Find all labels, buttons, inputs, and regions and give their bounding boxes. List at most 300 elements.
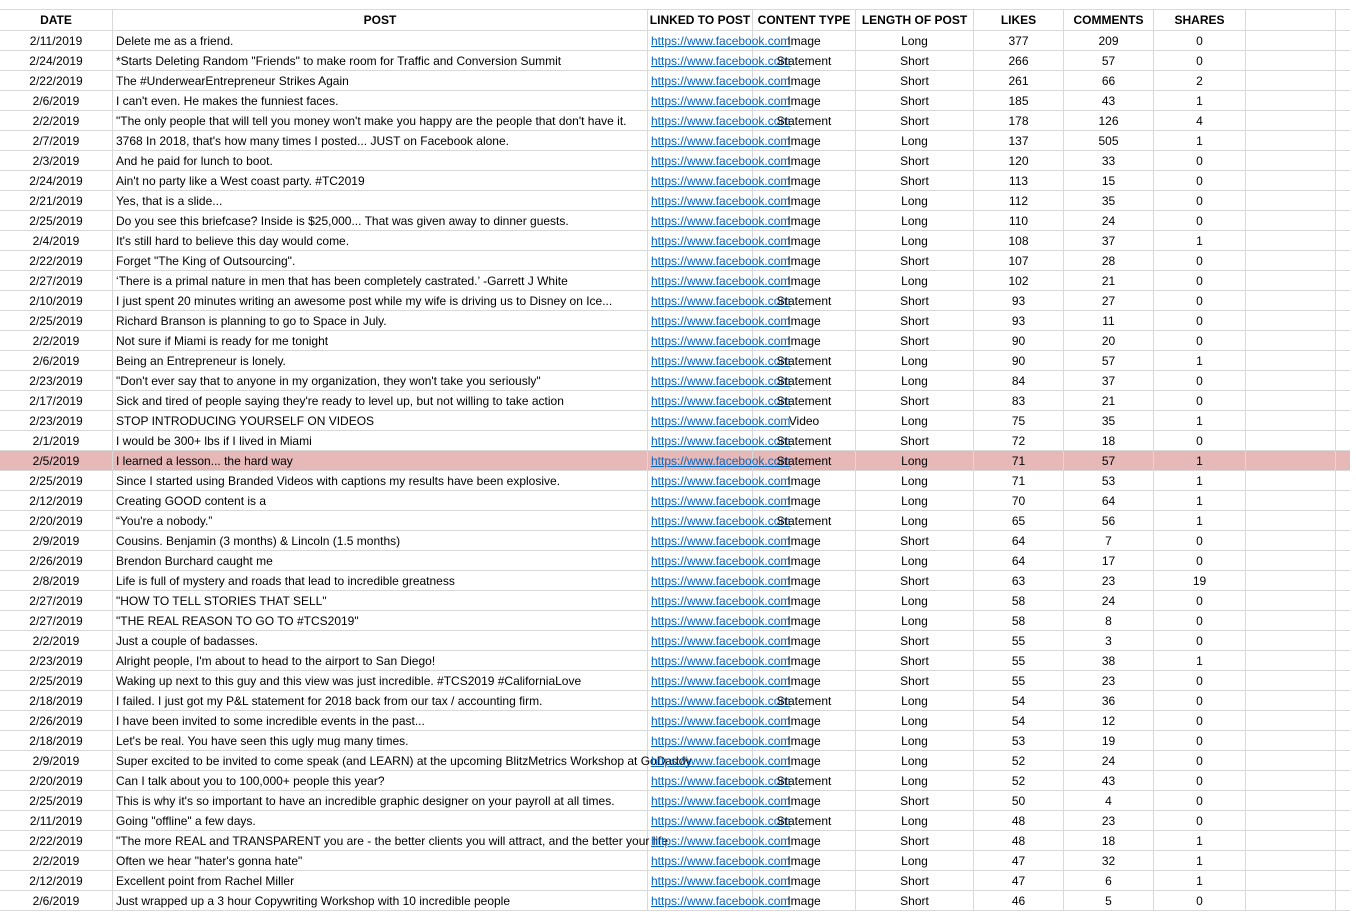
empty-cell[interactable] bbox=[1336, 891, 1356, 910]
table-row[interactable] bbox=[0, 791, 1350, 811]
cell-content-type[interactable]: Statement bbox=[753, 291, 856, 310]
cell-post[interactable]: It's still hard to believe this day would come. bbox=[113, 231, 648, 250]
cell-shares[interactable]: 0 bbox=[1154, 711, 1246, 730]
cell-content-type[interactable]: Image bbox=[753, 631, 856, 650]
empty-cell[interactable] bbox=[1336, 271, 1356, 290]
cell-shares[interactable]: 0 bbox=[1154, 331, 1246, 350]
cell-shares[interactable]: 0 bbox=[1154, 151, 1246, 170]
cell-comments[interactable]: 23 bbox=[1064, 811, 1154, 830]
cell-shares[interactable]: 0 bbox=[1154, 51, 1246, 70]
cell-shares[interactable]: 1 bbox=[1154, 351, 1246, 370]
cell-length-of-post[interactable]: Long bbox=[856, 611, 974, 630]
cell-likes[interactable]: 53 bbox=[974, 731, 1064, 750]
header-content-type[interactable]: CONTENT TYPE bbox=[753, 10, 856, 30]
cell-linked-to-post[interactable]: https://www.facebook.com bbox=[648, 811, 753, 830]
cell-likes[interactable]: 54 bbox=[974, 711, 1064, 730]
cell-length-of-post[interactable]: Short bbox=[856, 311, 974, 330]
cell-comments[interactable]: 33 bbox=[1064, 151, 1154, 170]
cell-content-type[interactable]: Image bbox=[753, 211, 856, 230]
table-row[interactable] bbox=[0, 651, 1350, 671]
cell-shares[interactable]: 0 bbox=[1154, 811, 1246, 830]
cell-length-of-post[interactable]: Short bbox=[856, 91, 974, 110]
cell-comments[interactable]: 8 bbox=[1064, 611, 1154, 630]
cell-shares[interactable]: 0 bbox=[1154, 591, 1246, 610]
empty-cell[interactable] bbox=[1246, 771, 1336, 790]
cell-shares[interactable]: 0 bbox=[1154, 771, 1246, 790]
empty-cell[interactable] bbox=[1246, 291, 1336, 310]
empty-cell[interactable] bbox=[1336, 311, 1356, 330]
cell-linked-to-post[interactable]: https://www.facebook.com bbox=[648, 591, 753, 610]
cell-comments[interactable]: 5 bbox=[1064, 891, 1154, 910]
cell-date[interactable]: 2/2/2019 bbox=[0, 111, 113, 130]
empty-cell[interactable] bbox=[1336, 651, 1356, 670]
cell-shares[interactable]: 0 bbox=[1154, 631, 1246, 650]
cell-content-type[interactable]: Image bbox=[753, 91, 856, 110]
table-row[interactable] bbox=[0, 411, 1350, 431]
cell-likes[interactable]: 113 bbox=[974, 171, 1064, 190]
cell-comments[interactable]: 43 bbox=[1064, 771, 1154, 790]
empty-cell[interactable] bbox=[1246, 191, 1336, 210]
cell-likes[interactable]: 377 bbox=[974, 31, 1064, 50]
cell-content-type[interactable]: Video bbox=[753, 411, 856, 430]
empty-cell[interactable] bbox=[1246, 511, 1336, 530]
table-row[interactable] bbox=[0, 391, 1350, 411]
cell-comments[interactable]: 43 bbox=[1064, 91, 1154, 110]
empty-cell[interactable] bbox=[1246, 891, 1336, 910]
empty-cell[interactable] bbox=[1336, 51, 1356, 70]
cell-date[interactable]: 2/22/2019 bbox=[0, 251, 113, 270]
cell-linked-to-post[interactable]: https://www.facebook.com bbox=[648, 611, 753, 630]
cell-date[interactable]: 2/21/2019 bbox=[0, 191, 113, 210]
cell-comments[interactable]: 27 bbox=[1064, 291, 1154, 310]
empty-cell[interactable] bbox=[1336, 811, 1356, 830]
cell-linked-to-post[interactable]: https://www.facebook.com bbox=[648, 691, 753, 710]
cell-date[interactable]: 2/24/2019 bbox=[0, 51, 113, 70]
cell-length-of-post[interactable]: Short bbox=[856, 831, 974, 850]
empty-cell[interactable] bbox=[1246, 271, 1336, 290]
cell-likes[interactable]: 90 bbox=[974, 331, 1064, 350]
cell-length-of-post[interactable]: Short bbox=[856, 891, 974, 910]
table-row[interactable] bbox=[0, 851, 1350, 871]
cell-linked-to-post[interactable]: https://www.facebook.com bbox=[648, 71, 753, 90]
cell-linked-to-post[interactable]: https://www.facebook.com bbox=[648, 311, 753, 330]
empty-cell[interactable] bbox=[1246, 531, 1336, 550]
cell-linked-to-post[interactable]: https://www.facebook.com bbox=[648, 891, 753, 910]
table-row[interactable] bbox=[0, 771, 1350, 791]
empty-cell[interactable] bbox=[1246, 571, 1336, 590]
cell-likes[interactable]: 64 bbox=[974, 531, 1064, 550]
table-row[interactable] bbox=[0, 471, 1350, 491]
cell-length-of-post[interactable]: Short bbox=[856, 531, 974, 550]
cell-post[interactable]: Cousins. Benjamin (3 months) & Lincoln (1.5 months) bbox=[113, 531, 648, 550]
cell-post[interactable]: "Don't ever say that to anyone in my organization, they won't take you seriously" bbox=[113, 371, 648, 390]
empty-cell[interactable] bbox=[1246, 351, 1336, 370]
cell-shares[interactable]: 1 bbox=[1154, 471, 1246, 490]
table-row[interactable] bbox=[0, 371, 1350, 391]
cell-content-type[interactable]: Image bbox=[753, 151, 856, 170]
table-row[interactable] bbox=[0, 351, 1350, 371]
cell-post[interactable]: I learned a lesson... the hard way bbox=[113, 451, 648, 470]
empty-cell[interactable] bbox=[1246, 171, 1336, 190]
cell-post[interactable]: I can't even. He makes the funniest faces. bbox=[113, 91, 648, 110]
empty-cell[interactable] bbox=[1336, 131, 1356, 150]
empty-cell[interactable] bbox=[1336, 231, 1356, 250]
cell-likes[interactable]: 48 bbox=[974, 811, 1064, 830]
header-likes[interactable]: LIKES bbox=[974, 10, 1064, 30]
cell-comments[interactable]: 21 bbox=[1064, 271, 1154, 290]
empty-cell[interactable] bbox=[1336, 751, 1356, 770]
cell-comments[interactable]: 6 bbox=[1064, 871, 1154, 890]
cell-comments[interactable]: 36 bbox=[1064, 691, 1154, 710]
cell-shares[interactable]: 0 bbox=[1154, 691, 1246, 710]
cell-comments[interactable]: 38 bbox=[1064, 651, 1154, 670]
empty-cell[interactable] bbox=[1336, 331, 1356, 350]
cell-length-of-post[interactable]: Long bbox=[856, 851, 974, 870]
cell-likes[interactable]: 120 bbox=[974, 151, 1064, 170]
cell-content-type[interactable]: Image bbox=[753, 331, 856, 350]
empty-cell[interactable] bbox=[1336, 631, 1356, 650]
cell-likes[interactable]: 102 bbox=[974, 271, 1064, 290]
cell-linked-to-post[interactable]: https://www.facebook.com bbox=[648, 751, 753, 770]
empty-cell[interactable] bbox=[1336, 371, 1356, 390]
cell-length-of-post[interactable]: Short bbox=[856, 431, 974, 450]
cell-shares[interactable]: 0 bbox=[1154, 251, 1246, 270]
cell-content-type[interactable]: Statement bbox=[753, 51, 856, 70]
cell-linked-to-post[interactable]: https://www.facebook.com bbox=[648, 651, 753, 670]
cell-comments[interactable]: 19 bbox=[1064, 731, 1154, 750]
cell-date[interactable]: 2/5/2019 bbox=[0, 451, 113, 470]
cell-length-of-post[interactable]: Short bbox=[856, 71, 974, 90]
cell-shares[interactable]: 0 bbox=[1154, 191, 1246, 210]
cell-comments[interactable]: 20 bbox=[1064, 331, 1154, 350]
cell-content-type[interactable]: Image bbox=[753, 871, 856, 890]
empty-cell[interactable] bbox=[1246, 691, 1336, 710]
cell-date[interactable]: 2/25/2019 bbox=[0, 671, 113, 690]
cell-comments[interactable]: 12 bbox=[1064, 711, 1154, 730]
table-row[interactable] bbox=[0, 231, 1350, 251]
table-row[interactable] bbox=[0, 151, 1350, 171]
cell-likes[interactable]: 107 bbox=[974, 251, 1064, 270]
cell-content-type[interactable]: Image bbox=[753, 311, 856, 330]
header-date[interactable]: DATE bbox=[0, 10, 113, 30]
cell-comments[interactable]: 3 bbox=[1064, 631, 1154, 650]
cell-comments[interactable]: 23 bbox=[1064, 571, 1154, 590]
cell-length-of-post[interactable]: Short bbox=[856, 111, 974, 130]
cell-post[interactable]: Just a couple of badasses. bbox=[113, 631, 648, 650]
cell-date[interactable]: 2/6/2019 bbox=[0, 891, 113, 910]
cell-post[interactable]: Going "offline" a few days. bbox=[113, 811, 648, 830]
cell-linked-to-post[interactable]: https://www.facebook.com bbox=[648, 851, 753, 870]
empty-cell[interactable] bbox=[1246, 71, 1336, 90]
table-row[interactable] bbox=[0, 71, 1350, 91]
cell-linked-to-post[interactable]: https://www.facebook.com bbox=[648, 551, 753, 570]
cell-content-type[interactable]: Image bbox=[753, 831, 856, 850]
table-row[interactable] bbox=[0, 91, 1350, 111]
table-row[interactable] bbox=[0, 631, 1350, 651]
cell-linked-to-post[interactable]: https://www.facebook.com bbox=[648, 731, 753, 750]
cell-length-of-post[interactable]: Short bbox=[856, 291, 974, 310]
empty-cell[interactable] bbox=[1336, 391, 1356, 410]
cell-linked-to-post[interactable]: https://www.facebook.com bbox=[648, 711, 753, 730]
empty-cell[interactable] bbox=[1246, 751, 1336, 770]
cell-date[interactable]: 2/26/2019 bbox=[0, 551, 113, 570]
cell-likes[interactable]: 46 bbox=[974, 891, 1064, 910]
cell-post[interactable]: "HOW TO TELL STORIES THAT SELL" bbox=[113, 591, 648, 610]
cell-post[interactable]: Yes, that is a slide... bbox=[113, 191, 648, 210]
cell-likes[interactable]: 47 bbox=[974, 851, 1064, 870]
cell-comments[interactable]: 126 bbox=[1064, 111, 1154, 130]
table-row[interactable] bbox=[0, 251, 1350, 271]
cell-content-type[interactable]: Image bbox=[753, 71, 856, 90]
empty-cell[interactable] bbox=[1246, 831, 1336, 850]
empty-cell[interactable] bbox=[1246, 811, 1336, 830]
empty-cell[interactable] bbox=[1246, 311, 1336, 330]
empty-cell[interactable] bbox=[1336, 451, 1356, 470]
cell-date[interactable]: 2/12/2019 bbox=[0, 491, 113, 510]
cell-linked-to-post[interactable]: https://www.facebook.com bbox=[648, 111, 753, 130]
cell-post[interactable]: I just spent 20 minutes writing an awesome post while my wife is driving us to Disney on Ice... bbox=[113, 291, 648, 310]
cell-linked-to-post[interactable]: https://www.facebook.com bbox=[648, 871, 753, 890]
cell-length-of-post[interactable]: Long bbox=[856, 451, 974, 470]
cell-content-type[interactable]: Statement bbox=[753, 431, 856, 450]
empty-cell[interactable] bbox=[1246, 491, 1336, 510]
table-row[interactable] bbox=[0, 531, 1350, 551]
cell-length-of-post[interactable]: Long bbox=[856, 711, 974, 730]
table-row[interactable] bbox=[0, 871, 1350, 891]
cell-content-type[interactable]: Image bbox=[753, 171, 856, 190]
cell-linked-to-post[interactable]: https://www.facebook.com bbox=[648, 391, 753, 410]
cell-likes[interactable]: 65 bbox=[974, 511, 1064, 530]
cell-likes[interactable]: 185 bbox=[974, 91, 1064, 110]
cell-linked-to-post[interactable]: https://www.facebook.com bbox=[648, 531, 753, 550]
cell-date[interactable]: 2/22/2019 bbox=[0, 71, 113, 90]
cell-content-type[interactable]: Statement bbox=[753, 111, 856, 130]
cell-date[interactable]: 2/25/2019 bbox=[0, 211, 113, 230]
table-row[interactable] bbox=[0, 311, 1350, 331]
cell-content-type[interactable]: Statement bbox=[753, 391, 856, 410]
empty-cell[interactable] bbox=[1336, 31, 1356, 50]
empty-cell[interactable] bbox=[1336, 211, 1356, 230]
cell-date[interactable]: 2/11/2019 bbox=[0, 31, 113, 50]
empty-cell[interactable] bbox=[1336, 191, 1356, 210]
cell-comments[interactable]: 66 bbox=[1064, 71, 1154, 90]
cell-length-of-post[interactable]: Short bbox=[856, 631, 974, 650]
cell-likes[interactable]: 72 bbox=[974, 431, 1064, 450]
cell-shares[interactable]: 0 bbox=[1154, 171, 1246, 190]
cell-content-type[interactable]: Statement bbox=[753, 771, 856, 790]
cell-comments[interactable]: 209 bbox=[1064, 31, 1154, 50]
cell-shares[interactable]: 0 bbox=[1154, 611, 1246, 630]
empty-cell[interactable] bbox=[1246, 651, 1336, 670]
cell-post[interactable]: Alright people, I'm about to head to the airport to San Diego! bbox=[113, 651, 648, 670]
cell-date[interactable]: 2/27/2019 bbox=[0, 591, 113, 610]
cell-length-of-post[interactable]: Short bbox=[856, 151, 974, 170]
cell-content-type[interactable]: Image bbox=[753, 791, 856, 810]
cell-comments[interactable]: 15 bbox=[1064, 171, 1154, 190]
cell-post[interactable]: Can I talk about you to 100,000+ people this year? bbox=[113, 771, 648, 790]
empty-cell[interactable] bbox=[1246, 611, 1336, 630]
empty-cell[interactable] bbox=[1336, 731, 1356, 750]
cell-likes[interactable]: 54 bbox=[974, 691, 1064, 710]
cell-length-of-post[interactable]: Long bbox=[856, 691, 974, 710]
cell-date[interactable]: 2/12/2019 bbox=[0, 871, 113, 890]
cell-likes[interactable]: 178 bbox=[974, 111, 1064, 130]
cell-shares[interactable]: 1 bbox=[1154, 91, 1246, 110]
empty-cell[interactable] bbox=[1246, 111, 1336, 130]
cell-likes[interactable]: 50 bbox=[974, 791, 1064, 810]
cell-likes[interactable]: 83 bbox=[974, 391, 1064, 410]
empty-cell[interactable] bbox=[1336, 571, 1356, 590]
cell-linked-to-post[interactable]: https://www.facebook.com bbox=[648, 671, 753, 690]
empty-cell[interactable] bbox=[1336, 591, 1356, 610]
cell-shares[interactable]: 0 bbox=[1154, 391, 1246, 410]
cell-shares[interactable]: 0 bbox=[1154, 751, 1246, 770]
empty-cell[interactable] bbox=[1336, 171, 1356, 190]
cell-date[interactable]: 2/25/2019 bbox=[0, 471, 113, 490]
cell-date[interactable]: 2/26/2019 bbox=[0, 711, 113, 730]
cell-date[interactable]: 2/3/2019 bbox=[0, 151, 113, 170]
cell-linked-to-post[interactable]: https://www.facebook.com bbox=[648, 571, 753, 590]
empty-cell[interactable] bbox=[1246, 451, 1336, 470]
cell-length-of-post[interactable]: Long bbox=[856, 811, 974, 830]
cell-content-type[interactable]: Image bbox=[753, 131, 856, 150]
cell-post[interactable]: Do you see this briefcase? Inside is $25,000... That was given away to dinner guests. bbox=[113, 211, 648, 230]
cell-comments[interactable]: 64 bbox=[1064, 491, 1154, 510]
cell-post[interactable]: *Starts Deleting Random "Friends" to make room for Traffic and Conversion Summit bbox=[113, 51, 648, 70]
cell-comments[interactable]: 37 bbox=[1064, 231, 1154, 250]
cell-shares[interactable]: 1 bbox=[1154, 451, 1246, 470]
cell-post[interactable]: Forget "The King of Outsourcing". bbox=[113, 251, 648, 270]
empty-cell[interactable] bbox=[1336, 871, 1356, 890]
cell-comments[interactable]: 35 bbox=[1064, 411, 1154, 430]
cell-content-type[interactable]: Image bbox=[753, 851, 856, 870]
cell-date[interactable]: 2/2/2019 bbox=[0, 631, 113, 650]
cell-linked-to-post[interactable]: https://www.facebook.com bbox=[648, 51, 753, 70]
empty-cell[interactable] bbox=[1336, 71, 1356, 90]
cell-likes[interactable]: 266 bbox=[974, 51, 1064, 70]
cell-shares[interactable]: 2 bbox=[1154, 71, 1246, 90]
cell-shares[interactable]: 0 bbox=[1154, 211, 1246, 230]
empty-cell[interactable] bbox=[1336, 151, 1356, 170]
cell-content-type[interactable]: Statement bbox=[753, 691, 856, 710]
cell-linked-to-post[interactable]: https://www.facebook.com bbox=[648, 191, 753, 210]
cell-shares[interactable]: 1 bbox=[1154, 511, 1246, 530]
empty-cell[interactable] bbox=[1246, 151, 1336, 170]
cell-length-of-post[interactable]: Long bbox=[856, 491, 974, 510]
empty-cell[interactable] bbox=[1246, 391, 1336, 410]
cell-date[interactable]: 2/11/2019 bbox=[0, 811, 113, 830]
cell-length-of-post[interactable]: Long bbox=[856, 551, 974, 570]
cell-post[interactable]: Delete me as a friend. bbox=[113, 31, 648, 50]
cell-content-type[interactable]: Image bbox=[753, 491, 856, 510]
cell-shares[interactable]: 1 bbox=[1154, 851, 1246, 870]
cell-length-of-post[interactable]: Short bbox=[856, 791, 974, 810]
table-row[interactable] bbox=[0, 31, 1350, 51]
empty-cell[interactable] bbox=[1246, 31, 1336, 50]
empty-cell[interactable] bbox=[1336, 691, 1356, 710]
table-row[interactable] bbox=[0, 431, 1350, 451]
table-row[interactable] bbox=[0, 291, 1350, 311]
empty-cell[interactable] bbox=[1336, 411, 1356, 430]
cell-likes[interactable]: 52 bbox=[974, 751, 1064, 770]
cell-content-type[interactable]: Image bbox=[753, 651, 856, 670]
cell-content-type[interactable]: Image bbox=[753, 671, 856, 690]
cell-date[interactable]: 2/25/2019 bbox=[0, 311, 113, 330]
cell-shares[interactable]: 1 bbox=[1154, 871, 1246, 890]
cell-comments[interactable]: 11 bbox=[1064, 311, 1154, 330]
header-linked-to-post[interactable]: LINKED TO POST bbox=[648, 10, 753, 30]
table-row[interactable] bbox=[0, 191, 1350, 211]
cell-linked-to-post[interactable]: https://www.facebook.com bbox=[648, 271, 753, 290]
cell-linked-to-post[interactable]: https://www.facebook.com bbox=[648, 291, 753, 310]
cell-content-type[interactable]: Image bbox=[753, 271, 856, 290]
cell-post[interactable]: The #UnderwearEntrepreneur Strikes Again bbox=[113, 71, 648, 90]
cell-likes[interactable]: 108 bbox=[974, 231, 1064, 250]
cell-post[interactable]: ‘There is a primal nature in men that has been completely castrated.’ -Garrett J White bbox=[113, 271, 648, 290]
cell-post[interactable]: And he paid for lunch to boot. bbox=[113, 151, 648, 170]
cell-comments[interactable]: 18 bbox=[1064, 431, 1154, 450]
cell-date[interactable]: 2/2/2019 bbox=[0, 851, 113, 870]
cell-comments[interactable]: 53 bbox=[1064, 471, 1154, 490]
table-row[interactable] bbox=[0, 811, 1350, 831]
empty-cell[interactable] bbox=[1246, 371, 1336, 390]
cell-content-type[interactable]: Statement bbox=[753, 511, 856, 530]
cell-likes[interactable]: 70 bbox=[974, 491, 1064, 510]
table-row[interactable] bbox=[0, 671, 1350, 691]
table-row[interactable] bbox=[0, 491, 1350, 511]
cell-post[interactable]: Sick and tired of people saying they're ready to level up, but not willing to take action bbox=[113, 391, 648, 410]
cell-linked-to-post[interactable]: https://www.facebook.com bbox=[648, 511, 753, 530]
cell-date[interactable]: 2/17/2019 bbox=[0, 391, 113, 410]
empty-cell[interactable] bbox=[1246, 711, 1336, 730]
table-row[interactable] bbox=[0, 511, 1350, 531]
cell-content-type[interactable]: Image bbox=[753, 891, 856, 910]
cell-comments[interactable]: 56 bbox=[1064, 511, 1154, 530]
cell-post[interactable]: Life is full of mystery and roads that lead to incredible greatness bbox=[113, 571, 648, 590]
empty-cell[interactable] bbox=[1246, 431, 1336, 450]
empty-cell[interactable] bbox=[1246, 411, 1336, 430]
cell-post[interactable]: Waking up next to this guy and this view was just incredible. #TCS2019 #CaliforniaLove bbox=[113, 671, 648, 690]
empty-cell[interactable] bbox=[1246, 131, 1336, 150]
empty-cell[interactable] bbox=[1336, 251, 1356, 270]
cell-date[interactable]: 2/24/2019 bbox=[0, 171, 113, 190]
empty-cell[interactable] bbox=[1246, 551, 1336, 570]
table-row[interactable] bbox=[0, 711, 1350, 731]
cell-comments[interactable]: 21 bbox=[1064, 391, 1154, 410]
cell-comments[interactable]: 505 bbox=[1064, 131, 1154, 150]
cell-linked-to-post[interactable]: https://www.facebook.com bbox=[648, 371, 753, 390]
empty-cell[interactable] bbox=[1246, 231, 1336, 250]
cell-comments[interactable]: 24 bbox=[1064, 591, 1154, 610]
cell-post[interactable]: Just wrapped up a 3 hour Copywriting Workshop with 10 incredible people bbox=[113, 891, 648, 910]
cell-linked-to-post[interactable]: https://www.facebook.com bbox=[648, 151, 753, 170]
cell-length-of-post[interactable]: Short bbox=[856, 251, 974, 270]
cell-likes[interactable]: 55 bbox=[974, 671, 1064, 690]
header-comments[interactable]: COMMENTS bbox=[1064, 10, 1154, 30]
cell-comments[interactable]: 35 bbox=[1064, 191, 1154, 210]
cell-likes[interactable]: 64 bbox=[974, 551, 1064, 570]
cell-post[interactable]: Often we hear "hater's gonna hate" bbox=[113, 851, 648, 870]
cell-content-type[interactable]: Image bbox=[753, 611, 856, 630]
header-length-of-post[interactable]: LENGTH OF POST bbox=[856, 10, 974, 30]
cell-shares[interactable]: 1 bbox=[1154, 651, 1246, 670]
cell-post[interactable]: “You're a nobody.” bbox=[113, 511, 648, 530]
table-row[interactable] bbox=[0, 451, 1350, 471]
cell-likes[interactable]: 48 bbox=[974, 831, 1064, 850]
cell-linked-to-post[interactable]: https://www.facebook.com bbox=[648, 251, 753, 270]
table-row[interactable] bbox=[0, 831, 1350, 851]
empty-cell[interactable] bbox=[1246, 871, 1336, 890]
